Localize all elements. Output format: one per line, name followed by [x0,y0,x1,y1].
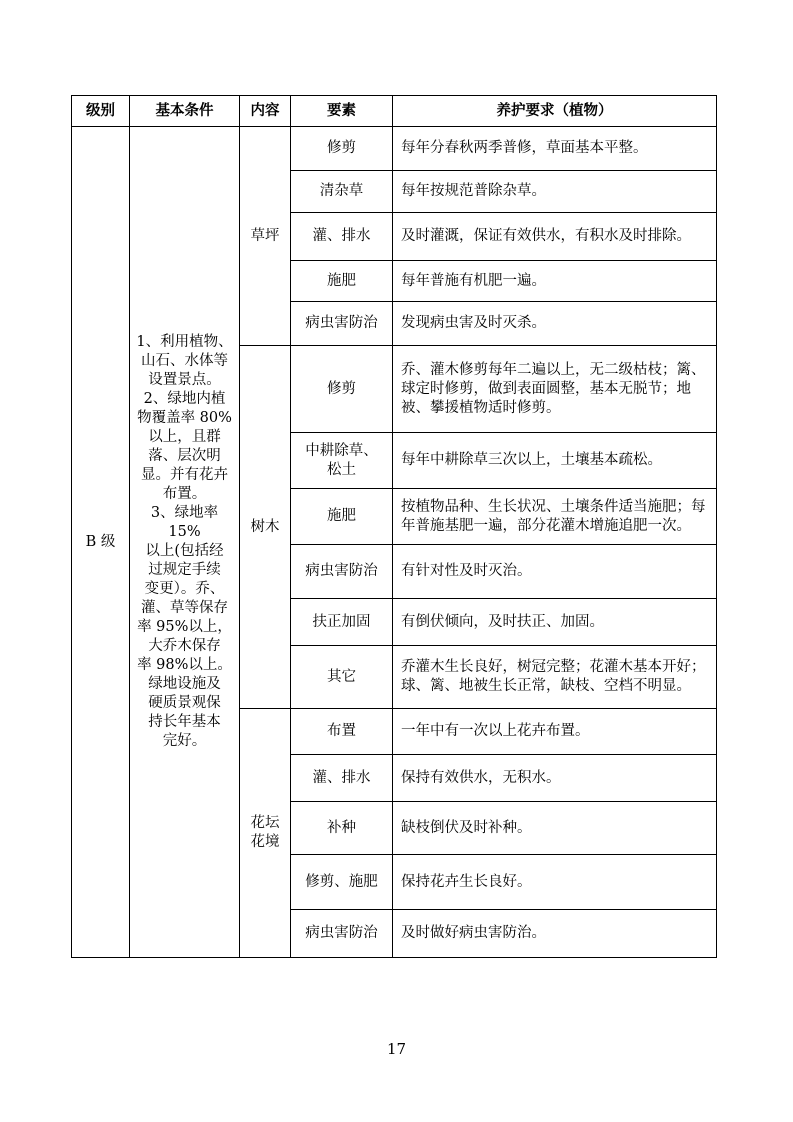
conditions-line: 落、层次明 [148,448,221,464]
element-cell: 病虫害防治 [291,545,393,599]
element-cell: 病虫害防治 [291,302,393,346]
header-requirement: 养护要求（植物） [393,96,717,127]
element-cell: 中耕除草、松土 [291,433,393,489]
conditions-line: 大乔木保存 [148,638,221,654]
requirement-cell: 发现病虫害及时灭杀。 [393,302,717,346]
conditions-line: 灌、草等保存 [141,600,228,616]
requirement-cell: 缺枝倒伏及时补种。 [393,802,717,855]
conditions-line: 完好。 [162,733,207,749]
element-cell: 施肥 [291,489,393,545]
content-cell: 花坛花境 [240,709,291,958]
level-cell: B 级 [72,127,130,958]
requirement-cell: 按植物品种、生长状况、土壤条件适当施肥；每年普施基肥一遍，部分花灌木增施追肥一次。 [393,489,717,545]
requirement-cell: 及时做好病虫害防治。 [393,910,717,958]
conditions-line: 1、利用植物、 [136,334,233,350]
conditions-line: 率 95%以上， [137,619,232,635]
conditions-line: 物覆盖率 80% [137,410,232,426]
requirement-cell: 有针对性及时灭治。 [393,545,717,599]
header-content: 内容 [240,96,291,127]
requirement-cell: 每年中耕除草三次以上，土壤基本疏松。 [393,433,717,489]
element-cell: 灌、排水 [291,213,393,261]
conditions-line: 显。并有花卉 [141,467,228,483]
table-header-row [72,96,717,127]
requirement-cell: 乔、灌木修剪每年二遍以上，无二级枯枝；篱、球定时修剪，做到表面圆整，基本无脱节；地被、攀援植物适时修剪。 [393,346,717,433]
conditions-line: 率 98%以上。 [137,657,232,673]
requirement-cell: 每年普施有机肥一遍。 [393,261,717,302]
conditions-line: 山石、水体等 [141,353,228,369]
conditions-cell [130,127,240,958]
element-cell: 施肥 [291,261,393,302]
requirement-cell: 保持有效供水，无积水。 [393,755,717,802]
element-cell: 修剪 [291,346,393,433]
element-cell: 布置 [291,709,393,755]
conditions-line: 设置景点。 [148,372,221,388]
header-conditions: 基本条件 [130,96,240,127]
content-cell: 草坪 [240,127,291,346]
element-cell: 扶正加固 [291,599,393,646]
table-body [72,127,717,958]
conditions-line: 过规定手续 [148,562,221,578]
content-cell: 树木 [240,346,291,709]
conditions-line: 3、绿地率 15% [150,505,219,540]
conditions-line: 以上，且群 [148,429,221,445]
requirement-cell: 一年中有一次以上花卉布置。 [393,709,717,755]
conditions-line: 变更）。乔、 [144,581,225,597]
element-cell: 病虫害防治 [291,910,393,958]
element-cell: 补种 [291,802,393,855]
header-element: 要素 [291,96,393,127]
element-cell: 修剪、施肥 [291,855,393,910]
requirement-cell: 乔灌木生长良好，树冠完整；花灌木基本开好；球、篱、地被生长正常，缺枝、空档不明显。 [393,646,717,709]
page-number: 17 [386,1040,407,1058]
element-cell: 灌、排水 [291,755,393,802]
table-row [72,127,717,171]
conditions-line: 持长年基本 [148,714,221,730]
element-cell: 其它 [291,646,393,709]
requirement-cell: 有倒伏倾向，及时扶正、加固。 [393,599,717,646]
conditions-line: 以上(包括经 [145,543,224,559]
requirement-cell: 及时灌溉，保证有效供水，有积水及时排除。 [393,213,717,261]
requirement-cell: 保持花卉生长良好。 [393,855,717,910]
element-cell: 清杂草 [291,171,393,213]
element-cell: 修剪 [291,127,393,171]
conditions-line: 2、绿地内植 [143,391,226,407]
maintenance-standards-table [71,95,717,958]
conditions-line: 绿地设施及 [148,676,221,692]
requirement-cell: 每年分春秋两季普修，草面基本平整。 [393,127,717,171]
requirement-cell: 每年按规范普除杂草。 [393,171,717,213]
header-level: 级别 [72,96,130,127]
conditions-line: 布置。 [162,486,207,502]
conditions-line: 硬质景观保 [148,695,221,711]
